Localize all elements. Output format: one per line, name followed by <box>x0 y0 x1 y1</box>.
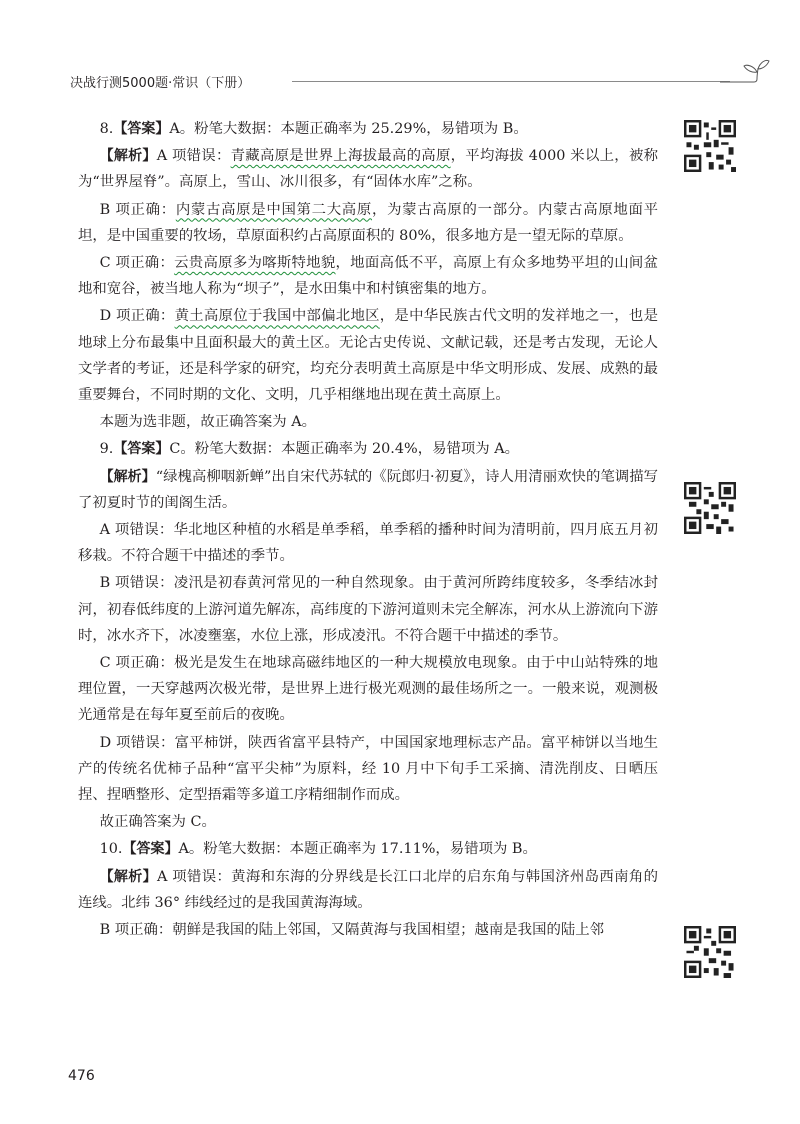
q10-answer-text: A。粉笔大数据：本题正确率为 17.11%，易错项为 B。 <box>178 841 537 858</box>
q10-number: 10. <box>99 841 123 858</box>
q8-d-lead: D 项正确： <box>99 308 175 325</box>
q8-c-rest: ，地面高低不平，高原上有众多地势平坦的山间盆地和宽谷，被当地人称为“坝子”，是水田集中和村镇密集的地方。 <box>78 255 658 298</box>
q8-d-rest: ，是中华民族古代文明的发祥地之一，也是地球上分布最集中且面积最大的黄土区。无论古史传说、文献记载，还是考古发现，无论人文学者的考证，还是科学家的研究，均充分表明黄土高原是中华文明形成、发展、成熟的最重要舞台，不同时期的文化、文明，几乎相继地出现在黄土高原上。 <box>78 308 658 404</box>
sprout-icon <box>720 56 770 92</box>
q9-answer <box>78 436 658 462</box>
q8-option-d <box>78 303 658 408</box>
header-rule <box>292 81 730 82</box>
q10-analysis-text: A 项错误：黄海和东海的分界线是长江口北岸的启东角与韩国济州岛西南角的连线。北纬 36° 纬线经过的是我国黄海海域。 <box>78 868 658 911</box>
answer-tag: 【答案】 <box>113 441 170 458</box>
q8-answer-text: A。粉笔大数据：本题正确率为 25.29%，易错项为 B。 <box>169 121 528 137</box>
q8-c-key-phrase: 云贵高原多为喀斯特地貌 <box>174 255 336 272</box>
q8-number: 8. <box>99 121 114 137</box>
q9-option-a: A 项错误：华北地区种植的水稻是单季稻，单季稻的播种时间为清明前，四月底五月初移栽。不符合题干中描述的季节。 <box>78 522 658 565</box>
q10-analysis <box>78 864 658 916</box>
q10-option-b: B 项正确：朝鲜是我国的陆上邻国，又隔黄海与我国相望；越南是我国的陆上邻 <box>99 922 605 939</box>
q9-conclusion: 故正确答案为 C。 <box>99 814 216 831</box>
qr-code-icon[interactable] <box>684 926 736 978</box>
q8-option-b <box>78 197 658 249</box>
q8-analysis <box>78 143 658 195</box>
q10-answer <box>78 836 658 862</box>
q8-a-rest: ，平均海拔 4000 米以上，被称为“世界屋脊”。高原上，雪山、冰川很多，有“固体水库”之称。 <box>78 148 659 191</box>
analysis-tag: 【解析】 <box>99 468 156 485</box>
qr-code-icon[interactable] <box>684 120 736 172</box>
q8-a-key-phrase: 青藏高原是世界上海拔最高的高原 <box>230 148 451 165</box>
analysis-tag: 【解析】 <box>99 148 157 165</box>
q8-answer <box>78 116 658 142</box>
q8-b-lead: B 项正确： <box>99 201 176 218</box>
header-title: 决战行测5000题·常识（下册） <box>70 76 251 91</box>
q8-a-lead: A 项错误： <box>156 148 231 165</box>
qr-code-icon[interactable] <box>684 482 736 534</box>
q8-c-lead: C 项正确： <box>99 255 175 272</box>
page-content <box>78 116 658 944</box>
page-number: 476 <box>68 1068 95 1084</box>
q8-b-rest: ，为蒙古高原的一部分。内蒙古高原地面平坦，是中国重要的牧场，草原面积约占高原面积的 80%，很多地方是一望无际的草原。 <box>78 201 658 244</box>
q8-d-key-phrase: 黄土高原位于我国中部偏北地区 <box>174 308 380 325</box>
analysis-tag: 【解析】 <box>99 868 157 885</box>
answer-tag: 【答案】 <box>122 841 179 858</box>
q9-option-c: C 项正确：极光是发生在地球高磁纬地区的一种大规模放电现象。由于中山站特殊的地理位置，一天穿越两次极光带，是世界上进行极光观测的最佳场所之一。一般来说，观测极光通常是在每年夏至前后的夜晚。 <box>78 655 658 724</box>
q8-conclusion: 本题为选非题，故正确答案为 A。 <box>99 414 317 431</box>
q9-answer-text: C。粉笔大数据：本题正确率为 20.4%，易错项为 A。 <box>169 441 520 458</box>
answer-tag: 【答案】 <box>113 121 170 137</box>
q9-option-b: B 项错误：凌汛是初春黄河常见的一种自然现象。由于黄河所跨纬度较多，冬季结冰封河，初春低纬度的上游河道先解冻，高纬度的下游河道则未完全解冻，河水从上游流向下游时，冰水齐下，冰凌壅塞，水位上涨，形成凌汛。不符合题干中描述的季节。 <box>78 575 658 644</box>
page-header <box>70 70 770 96</box>
q9-analysis-text: “绿槐高柳咽新蝉”出自宋代苏轼的《阮郎归·初夏》，诗人用清丽欢快的笔调描写了初夏时节的闺阁生活。 <box>78 468 659 511</box>
q9-option-d: D 项错误：富平柿饼，陕西省富平县特产，中国国家地理标志产品。富平柿饼以当地生产的传统名优柿子品种“富平尖柿”为原料，经 10 月中下旬手工采摘、清洗削皮、日晒压捏、捏晒整形、定型捂霜等多道工序精细制作而成。 <box>78 734 658 804</box>
q8-b-key-phrase: 内蒙古高原是中国第二大高原 <box>175 201 372 218</box>
q8-option-c <box>78 250 658 302</box>
q9-analysis <box>78 464 658 516</box>
q9-number: 9. <box>99 441 114 458</box>
